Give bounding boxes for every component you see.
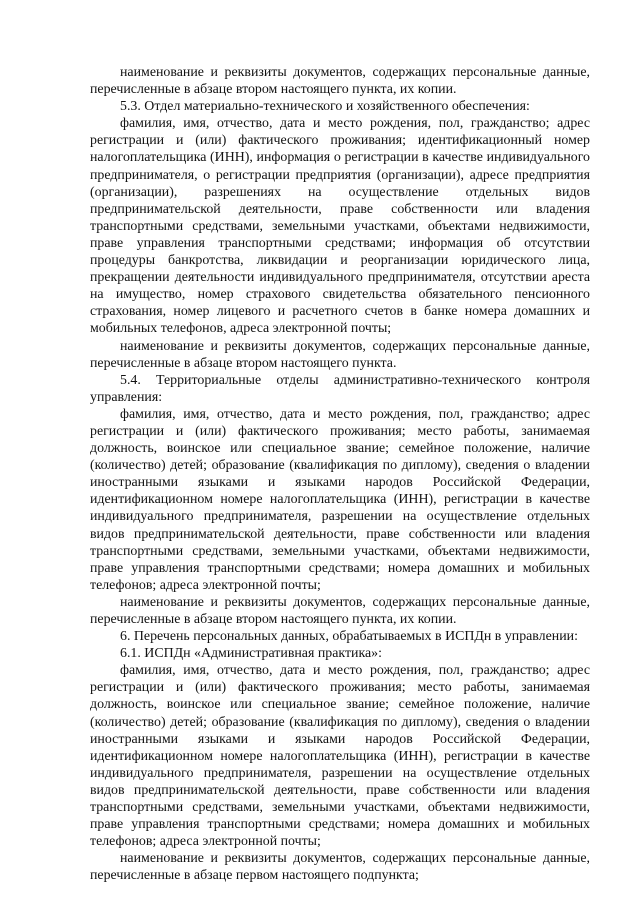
paragraph-5-3-data: фамилия, имя, отчество, дата и место рождения, пол, гражданство; адрес регистрации и (или) фактического проживания; идентификационный номер налогоплательщика (ИНН), информация о регистрации в качестве индивидуального предпринимателя, о регистрации предприятия (организации), адресе предприятия (организации), разрешениях на осуществление отдельных видов предпринимательской деятельности, праве собственности или владения транспортными средствами, земельными участками, объектами недвижимости, праве управления транспортными средствами; информация об отсутствии процедуры банкротства, ликвидации и реорганизации юридического лица, прекращении деятельности индивидуального предпринимателя, отсутствии ареста на имущество, номер страхового свидетельства обязательного пенсионного страхования, номер лицевого и расчетного счетов в банке номера домашних и мобильных телефонов, адреса электронной почты;	[90, 116, 590, 337]
paragraph-documents-5-2: наименование и реквизиты документов, содержащих персональные данные, перечисленные в абзаце втором настоящего пункта, их копии.	[90, 65, 590, 98]
paragraph-documents-5-4: наименование и реквизиты документов, содержащих персональные данные, перечисленные в абзаце втором настоящего пункта, их копии.	[90, 594, 590, 627]
heading-6: 6. Перечень персональных данных, обрабатываемых в ИСПДн в управлении:	[120, 629, 578, 645]
heading-5-4: 5.4. Территориальные отделы административно-технического контроля управления:	[90, 372, 590, 405]
document-body	[90, 64, 590, 885]
paragraph-documents-6-1: наименование и реквизиты документов, содержащих персональные данные, перечисленные в абзаце первом настоящего подпункта;	[90, 851, 590, 884]
heading-6-1: 6.1. ИСПДн «Административная практика»:	[120, 646, 382, 662]
heading-5-3: 5.3. Отдел материально-технического и хозяйственного обеспечения:	[120, 99, 530, 115]
paragraph-documents-5-3: наименование и реквизиты документов, содержащих персональные данные, перечисленные в абзаце втором настоящего пункта.	[90, 338, 590, 371]
paragraph-6-1-data: фамилия, имя, отчество, дата и место рождения, пол, гражданство; адрес регистрации и (или) фактического проживания; место работы, занимаемая должность, воинское или специальное звание; семейное положение, наличие (количество) детей; образование (квалификация по диплому), сведения о владении иностранными языками и языками народов Российской Федерации, идентификационном номере налогоплательщика (ИНН), регистрации в качестве индивидуального предпринимателя, разрешении на осуществление отдельных видов предпринимательской деятельности, праве собственности или владения транспортными средствами, земельными участками, объектами недвижимости, праве управления транспортными средствами; номера домашних и мобильных телефонов; адреса электронной почты;	[90, 663, 590, 850]
paragraph-5-4-data: фамилия, имя, отчество, дата и место рождения, пол, гражданство; адрес регистрации и (или) фактического проживания; место работы, занимаемая должность, воинское или специальное звание; семейное положение, наличие (количество) детей; образование (квалификация по диплому), сведения о владении иностранными языками и языками народов Российской Федерации, идентификационном номере налогоплательщика (ИНН), регистрации в качестве индивидуального предпринимателя, разрешении на осуществление отдельных видов предпринимательской деятельности, праве собственности или владения транспортными средствами, земельными участками, объектами недвижимости, праве управления транспортными средствами; номера домашних и мобильных телефонов; адреса электронной почты;	[90, 406, 590, 593]
